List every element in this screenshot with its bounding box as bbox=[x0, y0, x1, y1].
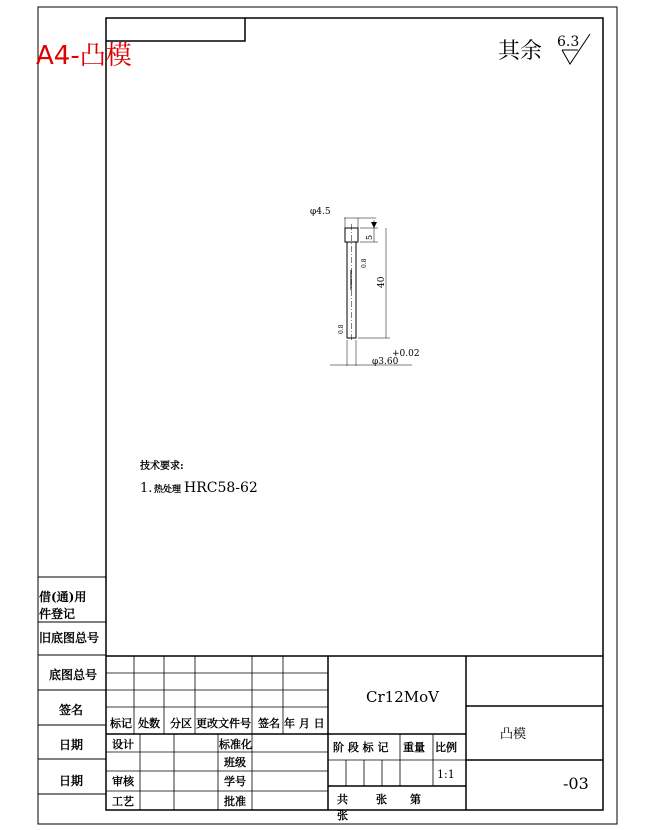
tech-req-title: 技术要求: bbox=[140, 461, 184, 472]
format-label: A4-凸模 bbox=[36, 41, 132, 71]
rev-headers bbox=[109, 716, 325, 730]
label-class: 班级 bbox=[224, 756, 246, 769]
label-scale: 比例 bbox=[435, 741, 457, 754]
label-sheet-unit-2: 张 bbox=[337, 809, 348, 822]
label-weight: 重量 bbox=[403, 741, 425, 754]
part-name: 凸模 bbox=[500, 727, 527, 742]
dim-small-2: 0.8 bbox=[338, 324, 345, 334]
dim-head-diameter: φ4.5 bbox=[310, 207, 331, 217]
label-student-no: 学号 bbox=[224, 775, 246, 788]
drawing-number: -03 bbox=[563, 774, 589, 793]
label-process: 工艺 bbox=[112, 795, 134, 808]
dim-small-1: 0.8 bbox=[361, 258, 368, 268]
code-box bbox=[106, 18, 245, 41]
stamp-signature: 签名 bbox=[59, 703, 84, 717]
roughness-prefix: 其余 bbox=[498, 39, 543, 64]
roughness-value: 6.3 bbox=[557, 34, 580, 50]
rev-header: 处数 bbox=[138, 717, 160, 730]
rev-header: 标记 bbox=[110, 717, 132, 730]
stamp-old-drawing-no: 旧底图总号 bbox=[39, 631, 100, 645]
tech-req-text: HRC58-62 bbox=[184, 480, 258, 496]
label-sheet-unit: 张 bbox=[376, 793, 387, 806]
dim-shank-diameter: φ3.60 bbox=[372, 357, 399, 367]
dim-tolerance: +0.02 bbox=[392, 349, 420, 359]
rev-header: 签名 bbox=[258, 717, 280, 730]
drawing-frame bbox=[106, 18, 603, 810]
label-review: 审核 bbox=[112, 775, 134, 788]
label-design: 设计 bbox=[112, 738, 134, 751]
rev-header: 更改文件号 bbox=[196, 717, 251, 730]
label-standardize: 标准化 bbox=[219, 738, 252, 751]
material: Cr12MoV bbox=[366, 688, 439, 706]
scale-value: 1:1 bbox=[437, 768, 455, 781]
stamp-jietong-2: 件登记 bbox=[39, 607, 76, 621]
label-sheet-no: 第 bbox=[410, 793, 421, 806]
stamp-jietong-1: 借(通)用 bbox=[39, 590, 87, 604]
stamp-date-2: 日期 bbox=[59, 774, 84, 788]
dim-length: 40 bbox=[377, 276, 387, 288]
tech-req-small: 热处理 bbox=[154, 485, 182, 495]
rev-header: 年 月 日 bbox=[284, 717, 325, 730]
label-stage-mark: 阶 段 标 记 bbox=[333, 741, 389, 754]
stamp-date-1: 日期 bbox=[59, 738, 84, 752]
label-approve: 批准 bbox=[224, 795, 246, 808]
rev-header: 分区 bbox=[170, 717, 192, 730]
title-block-lines bbox=[106, 656, 603, 810]
label-sheet-total: 共 bbox=[337, 793, 348, 806]
tech-req-num: 1. bbox=[140, 481, 153, 496]
dim-head-height: 5 bbox=[365, 234, 374, 240]
stamp-drawing-no: 底图总号 bbox=[49, 668, 98, 682]
